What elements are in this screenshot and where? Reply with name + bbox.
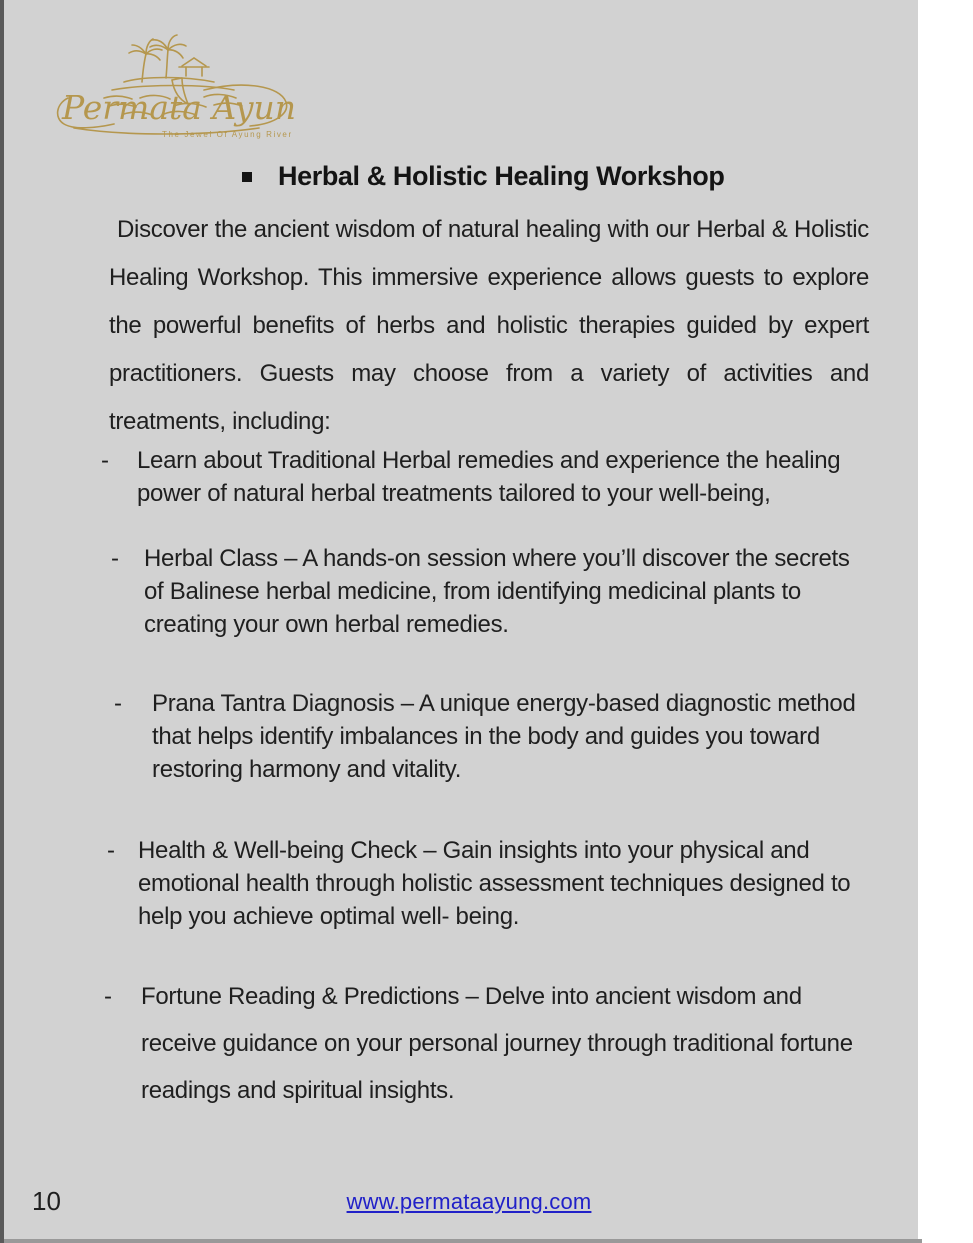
list-item: [107, 834, 922, 933]
permata-ayung-logo: [54, 20, 294, 142]
intro-paragraph: Discover the ancient wisdom of natural healing with our Herbal & Holistic Healing Workshop. This immersive experience allows guests to explore the powerful benefits of herbs and holistic therapies guided by expert practitioners. Guests may choose from a variety of activities and treatments, including:: [109, 216, 869, 435]
list-item-text: Learn about Traditional Herbal remedies and experience the healing power of natural herbal treatments tailored to your well-being,: [137, 447, 841, 507]
dash-bullet: -: [111, 545, 119, 572]
dash-bullet: -: [107, 837, 115, 864]
dash-bullet: -: [101, 447, 109, 474]
page-number: 10: [32, 1186, 61, 1216]
page-bottom-edge: [4, 1239, 922, 1243]
logo-brand-text: Permata Ayung: [62, 88, 294, 127]
website-link[interactable]: www.permataayung.com: [346, 1189, 592, 1214]
activity-list: [4, 444, 922, 1114]
list-item: [104, 973, 922, 1114]
list-item: [114, 687, 922, 786]
square-bullet-icon: [242, 172, 252, 182]
list-item-text: Herbal Class – A hands-on session where you’ll discover the secrets of Balinese herbal medicine, from identifying medicinal plants to creating your own herbal remedies.: [144, 545, 850, 638]
section-heading: [242, 161, 724, 192]
list-item-text: Prana Tantra Diagnosis – A unique energy-based diagnostic method that helps identify imbalances in the body and guides you toward restoring harmony and vitality.: [152, 690, 856, 783]
dash-bullet: -: [104, 983, 112, 1010]
list-item: [111, 542, 922, 641]
list-item-text: Health & Well-being Check – Gain insights into your physical and emotional health through holistic assessment techniques designed to help you achieve optimal well- being.: [138, 837, 851, 930]
section-heading-text: Herbal & Holistic Healing Workshop: [278, 161, 725, 191]
list-item-text: Fortune Reading & Predictions – Delve into ancient wisdom and receive guidance on your personal journey through traditional fortune readings and spiritual insights.: [141, 983, 853, 1104]
palm-island-logo-icon: [54, 20, 294, 142]
dash-bullet: -: [114, 690, 122, 717]
footer: [4, 1189, 934, 1215]
logo-tagline: The Jewel Of Ayung River: [162, 130, 293, 139]
list-item: [101, 444, 922, 510]
